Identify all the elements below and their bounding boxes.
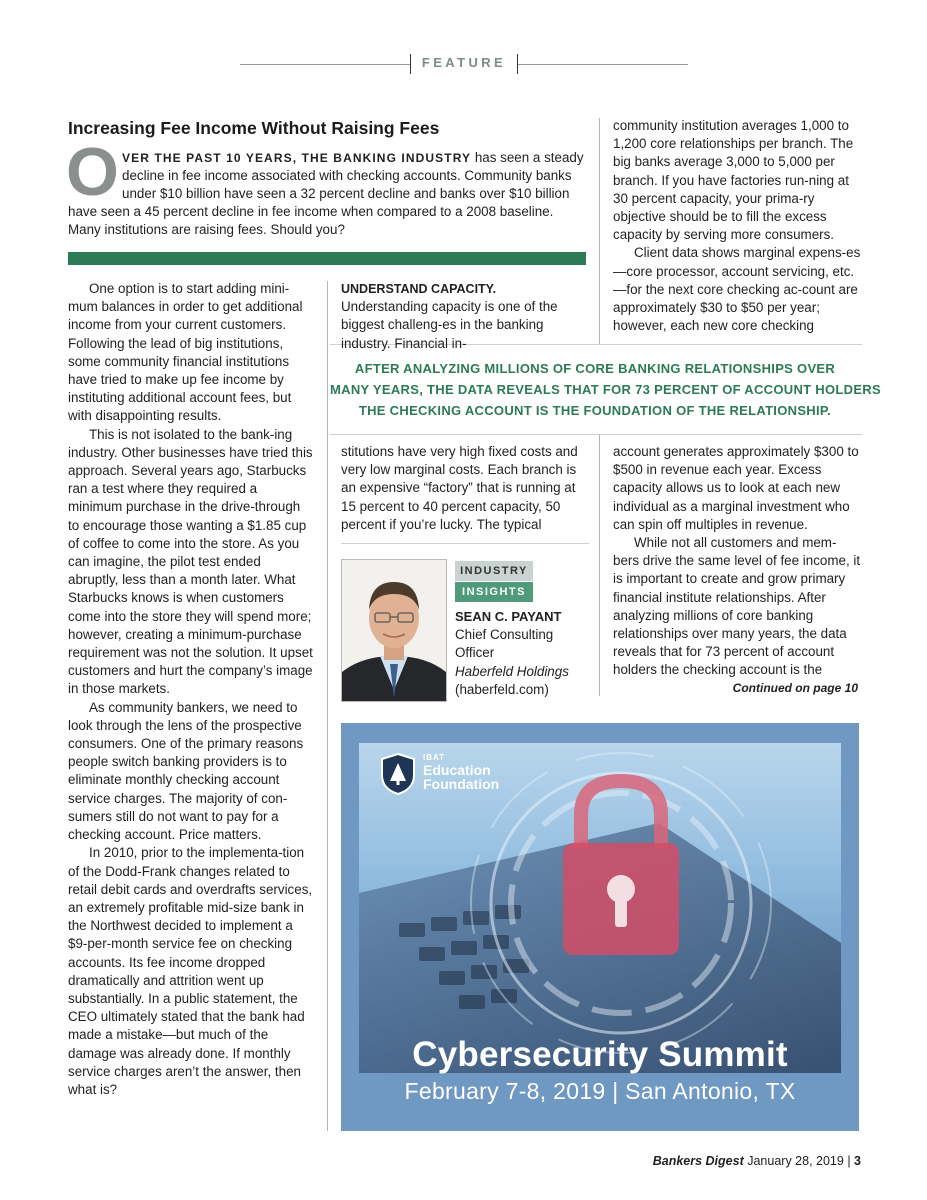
column-2-bottom: stitutions have very high fixed costs and very low marginal costs. Each branch is an expensive “factory” that is running at 15 percent to 40 percent capacity, 50 percent if you’re lucky. The typical bbox=[341, 444, 578, 532]
col1-paragraph: As community bankers, we need to look through the lens of the prospective consumers. One of the primary reasons people switch banking providers is to eliminate monthly checking account service charges. The majority of con-sumers still do not want to pay for a checking account. Price matters. bbox=[68, 699, 304, 843]
ad-headline: Cybersecurity Summit bbox=[412, 1035, 788, 1074]
author-name: SEAN C. PAYANT bbox=[455, 609, 562, 624]
header-rule-right bbox=[518, 64, 688, 65]
author-rule bbox=[341, 543, 589, 544]
ad-org-name: Education Foundation bbox=[423, 762, 500, 792]
intro-lead: VER THE PAST 10 YEARS, THE BANKING INDUSTRY bbox=[122, 151, 472, 165]
header-rule-left bbox=[240, 64, 410, 65]
continued-note: Continued on page 10 bbox=[732, 681, 858, 695]
drop-cap: O bbox=[66, 134, 119, 210]
column-rule-1 bbox=[327, 281, 328, 1131]
author-website: (haberfeld.com) bbox=[455, 681, 549, 697]
ad-image bbox=[359, 743, 841, 1073]
intro-line-2: decline in fee income associated with checking accounts. Community banks bbox=[122, 168, 572, 183]
footer-separator: | bbox=[847, 1154, 851, 1168]
intro-line-4: have seen a 45 percent decline in fee income when compared to a 2008 baseline. bbox=[68, 204, 554, 219]
author-title: Chief Consulting bbox=[455, 627, 554, 643]
intro-line-1: VER THE PAST 10 YEARS, THE BANKING INDUSTRY has seen a steady bbox=[122, 150, 584, 165]
publication-name: Bankers Digest bbox=[652, 1154, 744, 1168]
author-photo bbox=[341, 559, 447, 702]
issue-date: January 28, 2019 bbox=[747, 1154, 844, 1168]
author-info bbox=[455, 608, 569, 699]
intro-divider-bar bbox=[68, 252, 586, 265]
pullquote-rule-bottom bbox=[330, 434, 862, 435]
intro-line-3: under $10 billion have seen a 32 percent decline and banks over $10 billion bbox=[122, 186, 570, 201]
intro-line-5: Many institutions are raising fees. Should you? bbox=[68, 222, 345, 237]
col3-paragraph: account generates approximately $300 to $500 in revenue each year. Excess capacity allows us to look at each new individual as a marginal investment who can spin off multiples in revenue. bbox=[613, 444, 859, 532]
section-heading: UNDERSTAND CAPACITY. bbox=[341, 282, 497, 296]
author-title-2: Officer bbox=[455, 645, 495, 661]
col1-paragraph: One option is to start adding mini-mum balances in order to get additional income from your current customers. Following the lead of big institutions, some community financial institutions have tried to make up fee income by instituting additional account fees, but with disappointing results. bbox=[68, 281, 303, 424]
ad-subline: February 7-8, 2019 | San Antonio, TX bbox=[404, 1078, 796, 1104]
column-3-bottom bbox=[613, 443, 861, 680]
article-title: Increasing Fee Income Without Raising Fees bbox=[68, 118, 440, 138]
shield-logo-icon bbox=[381, 753, 415, 795]
badge-insights: INSIGHTS bbox=[455, 582, 533, 602]
column-2-top: UNDERSTAND CAPACITY. Understanding capacity is one of the biggest challeng-es in the banking industry. Financial in- bbox=[341, 282, 558, 351]
column-1 bbox=[68, 280, 314, 1099]
col3-paragraph: community institution averages 1,000 to 1,200 core relationships per branch. The big banks average 3,000 to 5,000 per branch. If you have factories run-ning at 30 percent capacity, your prima-ry objective should be to fill the excess capacity by serving more consumers. bbox=[613, 118, 854, 243]
author-company: Haberfeld Holdings bbox=[455, 663, 569, 679]
page-number: 3 bbox=[854, 1154, 861, 1168]
event-advertisement[interactable] bbox=[341, 723, 859, 1131]
section-label: FEATURE bbox=[421, 55, 507, 70]
pull-quote: AFTER ANALYZING MILLIONS OF CORE BANKING RELATIONSHIPS OVER MANY YEARS, THE DATA REVEALS THAT FOR 73 PERCENT OF ACCOUNT HOLDERS THE CHECKING ACCOUNT IS THE FOUNDATION OF THE RELATIONSHIP. bbox=[330, 361, 881, 418]
col1-paragraph: In 2010, prior to the implementa-tion of the Dodd-Frank changes related to retail debit cards and overdrafts services, an extremely profitable mid-size bank in the Northwest decided to implement a $9-per-month service fee on checking accounts. Its fee income dropped dramatically and attrition went up substantially. In a public statement, the CEO ultimately stated that the bank had made a mistake—but much of the damage was already done. If monthly service charges aren’t the answer, then what is? bbox=[68, 845, 313, 1097]
ad-org-small: IBAT bbox=[423, 753, 446, 762]
column-rule-2-bottom bbox=[599, 434, 600, 696]
col3-paragraph: Client data shows marginal expens-es—core processor, account servicing, etc.—for the next core checking ac-count are approximately $30 to $50 per year; however, each new core checking bbox=[613, 245, 861, 334]
badge-industry: INDUSTRY bbox=[455, 561, 533, 581]
col1-paragraph: This is not isolated to the bank-ing industry. Other businesses have tried this approach. Several years ago, Starbucks ran a test where they required a minimum purchase in the drive-through to encourage those wanting a $1.85 cup of coffee to come into the store. As you can imagine, the pilot test ended abruptly, less than a month later. What Starbucks knows is when customers come into the store they will spend more; however, creating a minimum-purchase requirement was not the solution. It upset customers and hurt the company’s image in those markets. bbox=[68, 426, 313, 697]
page-footer bbox=[653, 1154, 861, 1168]
column-3-top bbox=[613, 117, 861, 335]
col3-paragraph: While not all customers and mem-bers drive the same level of fee income, it is important to create and grow primary financial institute relationships. After analyzing millions of core banking relationships over many years, the data reveals that for 73 percent of account holders the checking account is the bbox=[613, 535, 861, 678]
column-rule-2-top bbox=[599, 118, 600, 344]
